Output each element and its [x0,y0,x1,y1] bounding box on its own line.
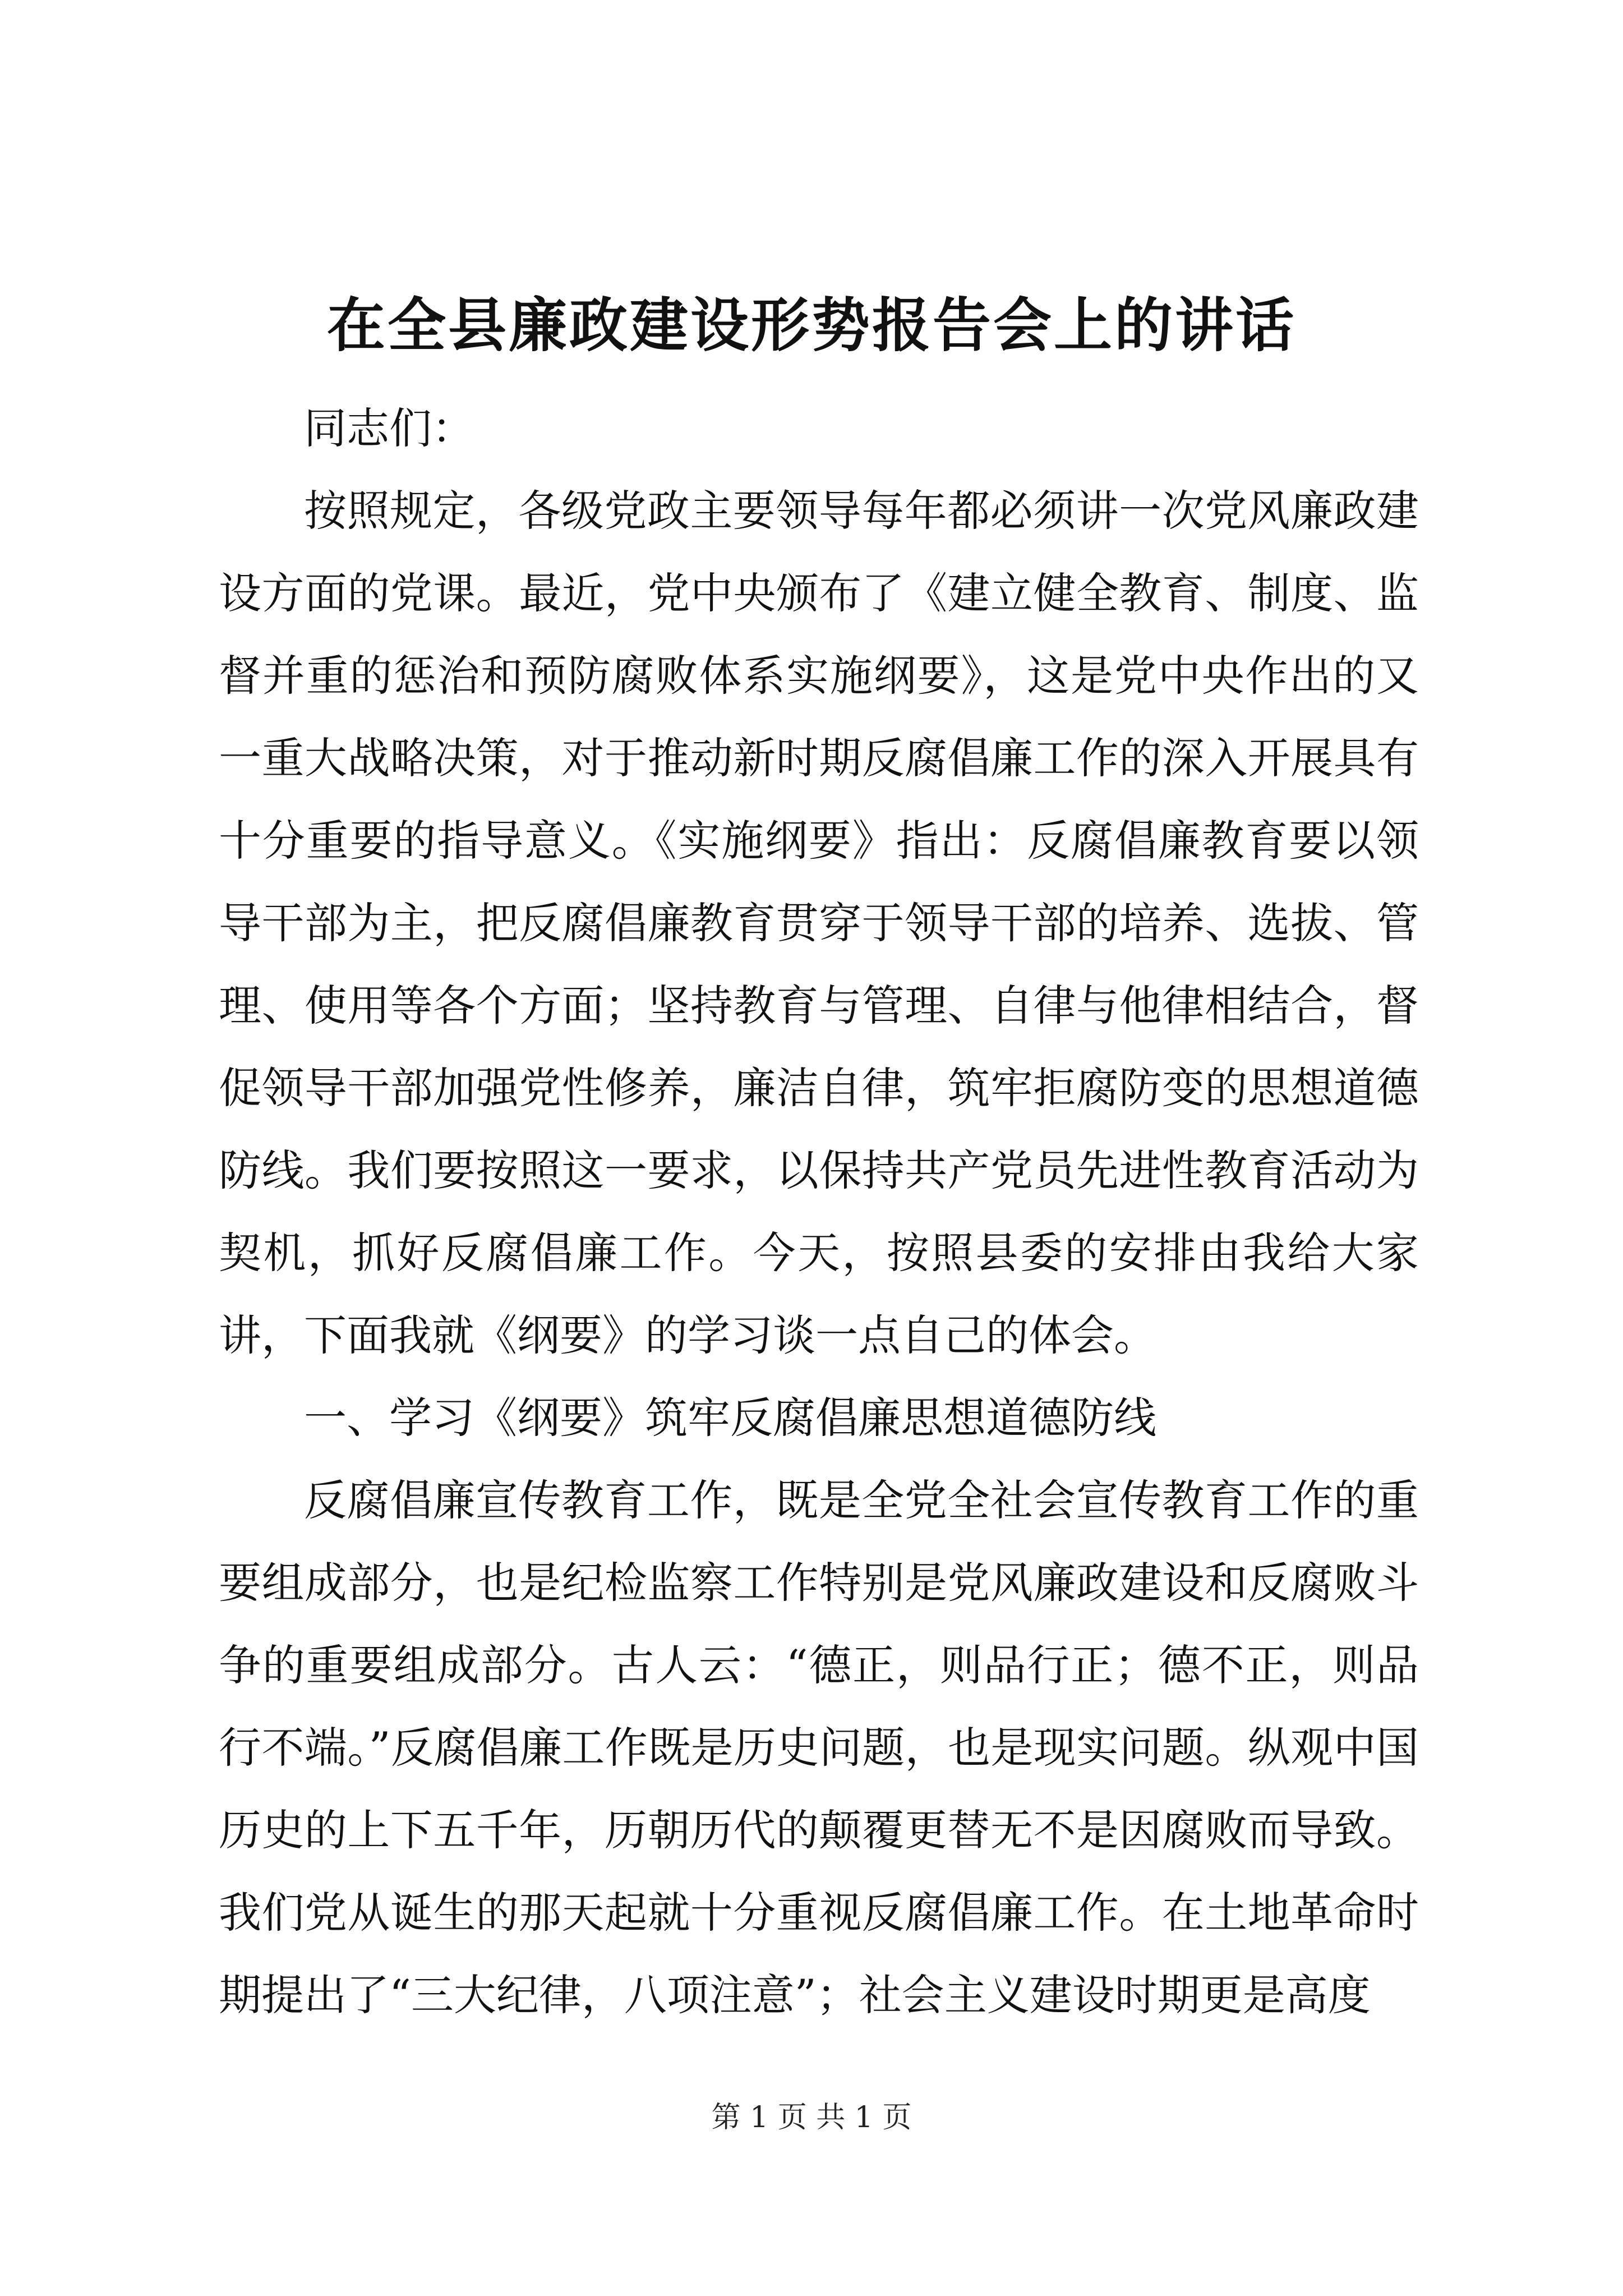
greeting: 同志们： [304,403,474,453]
document-title: 在全县廉政建设形势报告会上的讲话 [326,291,1296,360]
document-body [219,387,1419,2036]
paragraph-section-one: 反腐倡廉宣传教育工作，既是全党全社会宣传教育工作的重要组成部分，也是纪检监察工作特别是党风廉政建设和反腐败斗争的重要组成部分。古人云：“德正，则品行正；德不正，则品行不端。”反腐倡廉工作既是历史问题，也是现实问题。纵观中国历史的上下五千年，历朝历代的颠覆更替无不是因腐败而导致。我们党从诞生的那天起就十分重视反腐倡廉工作。在土地革命时期提出了“三大纪律，八项注意”；社会主义建设时期更是高度 [219,1475,1419,2020]
section-heading: 一、学习《纲要》筑牢反腐倡廉思想道德防线 [304,1393,1156,1443]
paragraph-intro: 按照规定，各级党政主要领导每年都必须讲一次党风廉政建设方面的党课。最近，党中央颁布了《建立健全教育、制度、监督并重的惩治和预防腐败体系实施纲要》，这是党中央作出的又一重大战略决策，对于推动新时期反腐倡廉工作的深入开展具有十分重要的指导意义。《实施纲要》指出：反腐倡廉教育要以领导干部为主，把反腐倡廉教育贯穿于领导干部的培养、选拔、管理、使用等各个方面；坚持教育与管理、自律与他律相结合，督促领导干部加强党性修养，廉洁自律，筑牢拒腐防变的思想道德防线。我们要按照这一要求，以保持共产党员先进性教育活动为契机，抓好反腐倡廉工作。今天，按照县委的安排由我给大家讲，下面我就《纲要》的学习谈一点自己的体会。 [219,486,1419,1360]
page-number-footer: 第 1 页 共 1 页 [711,2101,912,2134]
